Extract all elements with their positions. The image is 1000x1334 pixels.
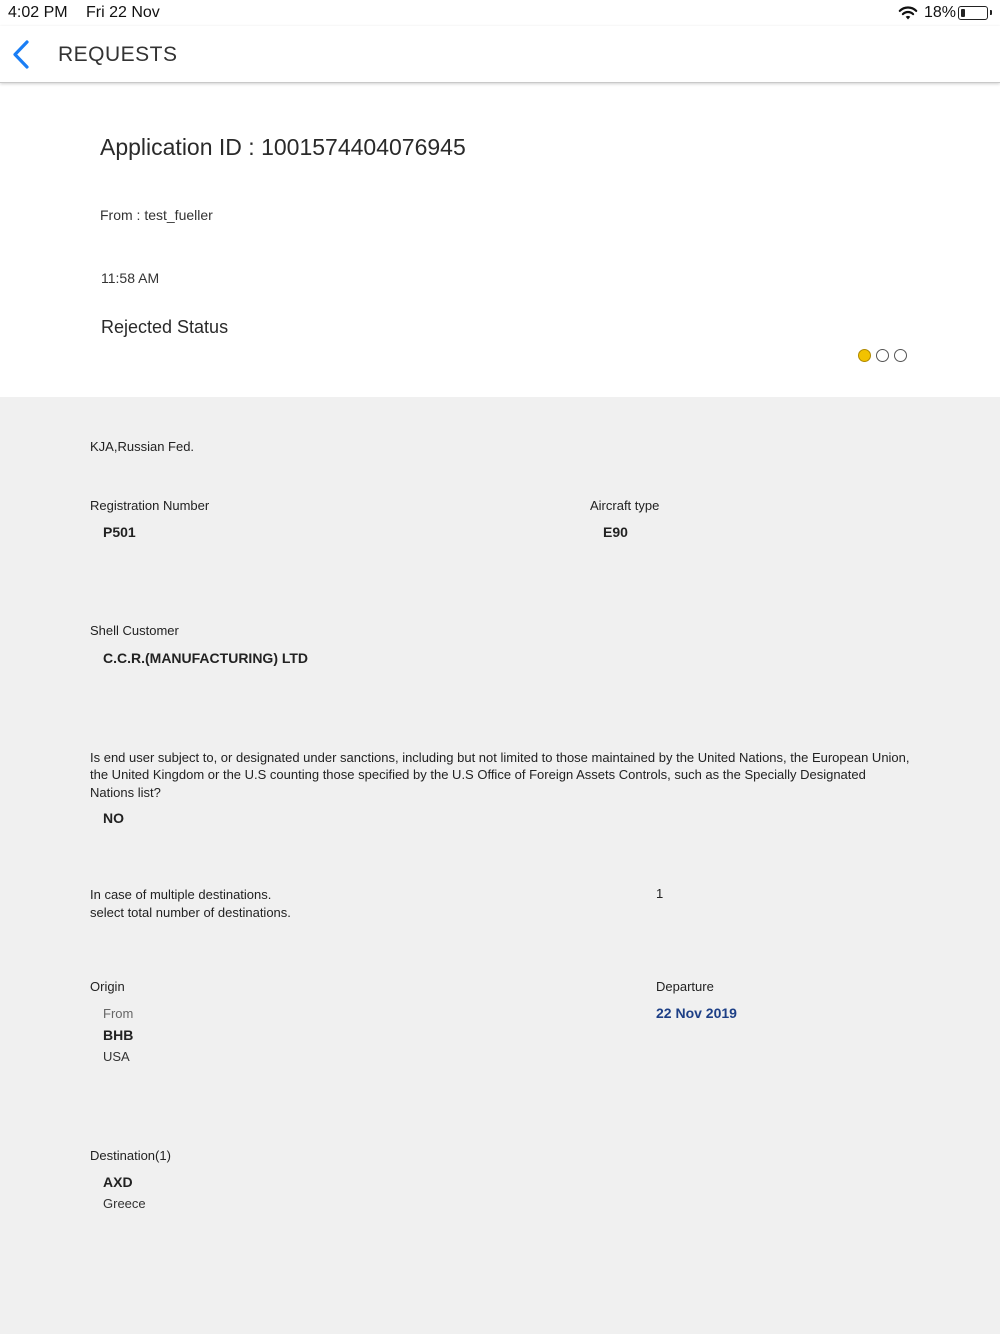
request-time: 11:58 AM	[101, 270, 160, 286]
multiple-destinations-line-2: select total number of destinations.	[90, 905, 291, 920]
multiple-destinations-line-1: In case of multiple destinations.	[90, 887, 272, 902]
departure-date: 22 Nov 2019	[656, 1005, 737, 1021]
destination-code: AXD	[103, 1174, 133, 1190]
application-id: Application ID : 1001574404076945	[100, 134, 466, 160]
departure-label: Departure	[656, 979, 714, 994]
location-text: KJA,Russian Fed.	[90, 439, 195, 454]
shell-customer-value: C.C.R.(MANUFACTURING) LTD	[103, 650, 309, 666]
origin-label: Origin	[90, 979, 125, 994]
page-dot-1[interactable]	[858, 349, 871, 362]
origin-from-label: From	[103, 1006, 134, 1021]
destination-count: 1	[656, 886, 664, 901]
origin-code: BHB	[103, 1027, 134, 1043]
aircraft-type-label: Aircraft type	[590, 498, 660, 513]
registration-value: P501	[103, 524, 136, 540]
nav-title: REQUESTS	[58, 43, 178, 66]
status-time: 4:02 PM	[8, 4, 68, 21]
multiple-destinations-label	[90, 886, 490, 922]
wifi-icon	[898, 5, 918, 21]
battery-icon	[958, 6, 988, 20]
battery-percent: 18%	[924, 4, 957, 21]
status-date: Fri 22 Nov	[86, 4, 160, 21]
navigation-bar	[0, 26, 1000, 83]
shell-customer-label: Shell Customer	[90, 623, 179, 638]
request-status: Rejected Status	[101, 317, 229, 337]
sanctions-question: Is end user subject to, or designated under sanctions, including but not limited to those maintained by the United Nations, the European Union, the United Kingdom or the U.S counting those specified by the U.S Office of Foreign Assets Controls, such as the Specially Designated Nations list?	[90, 750, 910, 800]
origin-country: USA	[103, 1049, 130, 1064]
destination-country: Greece	[103, 1196, 146, 1211]
from-sender: From : test_fueller	[100, 207, 213, 223]
chevron-left-icon	[8, 38, 38, 72]
destination-label: Destination(1)	[90, 1148, 171, 1163]
back-button[interactable]	[8, 38, 38, 72]
page-dot-2[interactable]	[876, 349, 889, 362]
registration-label: Registration Number	[90, 498, 210, 513]
aircraft-type-value: E90	[603, 524, 628, 540]
sanctions-answer: NO	[103, 810, 124, 826]
status-bar	[0, 0, 1000, 26]
page-dot-3[interactable]	[894, 349, 907, 362]
